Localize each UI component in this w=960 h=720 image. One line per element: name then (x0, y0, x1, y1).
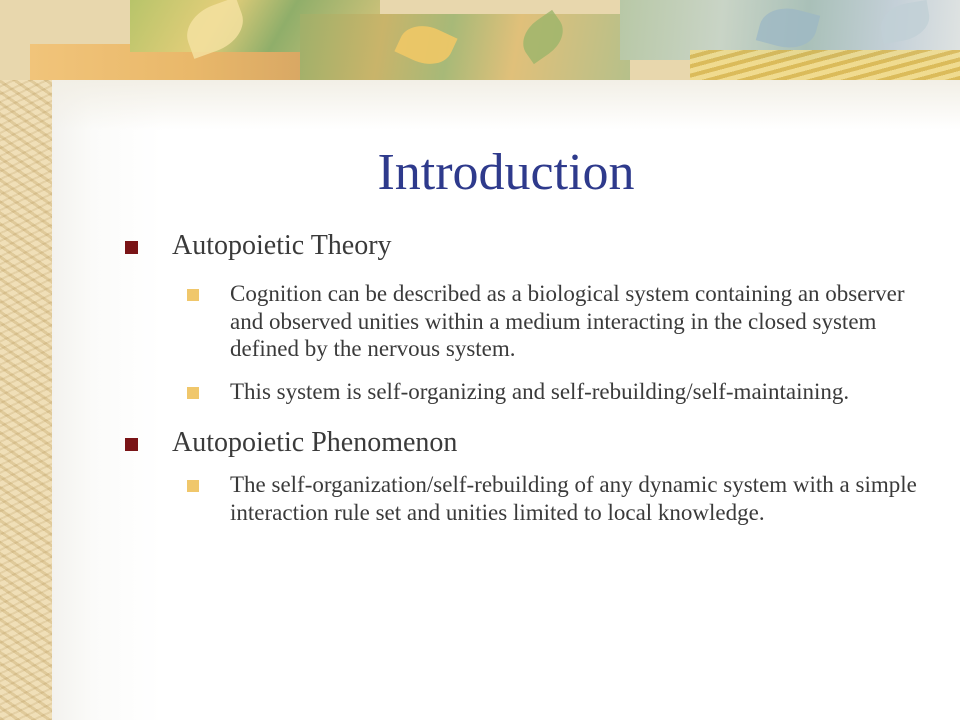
sub-bullet-text: The self-organization/self-rebuilding of any dynamic system with a simple interaction rule set and unities limited to local knowledge. (230, 472, 917, 525)
square-bullet-icon (125, 438, 138, 451)
leaf-banner-image (0, 0, 960, 80)
section-heading-text: Autopoietic Phenomenon (172, 427, 458, 458)
slide-title: Introduction (377, 144, 635, 201)
sub-bullet (124, 280, 924, 363)
bullet-list (124, 228, 924, 526)
parchment-border (0, 0, 52, 720)
square-bullet-icon (187, 289, 199, 301)
sub-bullet-text: Cognition can be described as a biological system containing an observer and observed unities within a medium interacting in the closed system defined by the nervous system. (230, 281, 905, 361)
section-heading (124, 228, 924, 264)
sub-bullet (124, 471, 924, 526)
section-heading-text: Autopoietic Theory (172, 230, 392, 261)
square-bullet-icon (187, 387, 199, 399)
square-bullet-icon (125, 241, 138, 254)
square-bullet-icon (187, 480, 199, 492)
sub-bullet (124, 378, 924, 406)
section-heading (124, 425, 924, 461)
sub-bullet-text: This system is self-organizing and self-rebuilding/self-maintaining. (230, 378, 850, 404)
